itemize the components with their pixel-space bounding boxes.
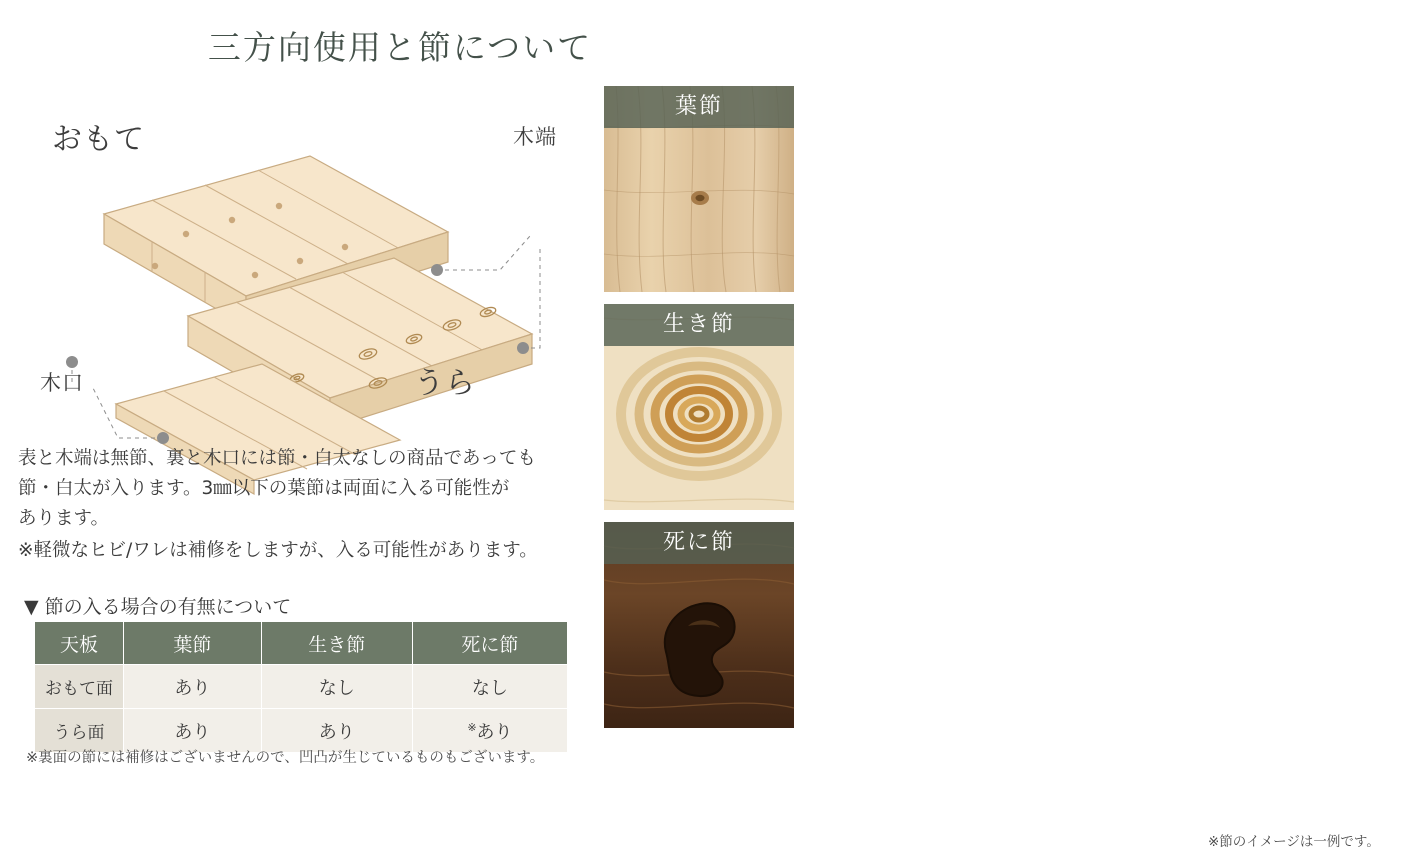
description-line-1: 表と木端は無節、裏と木口には節・白太なしの商品であっても <box>18 448 536 469</box>
left-column <box>0 86 600 799</box>
photo-column <box>604 86 1380 850</box>
cell-ura-shinibushi-mark: ※ <box>467 720 477 734</box>
label-omote: おもて <box>52 122 145 157</box>
cell-omote-ikibushi: なし <box>261 665 412 709</box>
page-title: 三方向使用と節について <box>207 28 593 67</box>
table-col-shinibushi: 死に節 <box>412 622 567 665</box>
iki-bushi-photo <box>604 304 794 510</box>
label-ura: うら <box>414 366 476 401</box>
table-col-habushi: 葉節 <box>124 622 262 665</box>
table-heading: ▼ 節の入る場合の有無について <box>24 596 292 618</box>
cell-omote-habushi: あり <box>124 665 262 709</box>
photo-note: ※節のイメージは一例です。 <box>1208 834 1380 850</box>
description-line-3: あります。 <box>18 507 110 529</box>
cell-ura-shinibushi-text: あり <box>476 721 513 743</box>
iki-bushi-caption: 生き節 <box>604 304 794 346</box>
cell-omote-shinibushi: なし <box>412 665 567 709</box>
description-paragraph <box>18 444 588 566</box>
cell-ura-ikibushi: あり <box>261 709 412 753</box>
label-kobashi: 木端 <box>513 125 557 149</box>
ha-bushi-photo <box>604 86 794 292</box>
table-header-row <box>35 622 568 665</box>
table-row <box>35 665 568 709</box>
cell-ura-habushi: あり <box>124 709 262 753</box>
shini-bushi-photo <box>604 522 794 728</box>
label-koguchi: 木口 <box>40 371 84 395</box>
knot-table <box>34 621 568 753</box>
description-line-2: 節・白太が入ります。3㎜以下の葉節は両面に入る可能性が <box>18 477 510 499</box>
table-footnote: ※裏面の節には補修はございませんので、凹凸が生じているものもございます。 <box>26 750 545 766</box>
table-col-ikibushi: 生き節 <box>261 622 412 665</box>
shini-bushi-caption: 死に節 <box>604 522 794 564</box>
row-head-ura: うら面 <box>35 709 124 753</box>
ha-bushi-caption: 葉節 <box>604 86 794 128</box>
row-head-omote: おもて面 <box>35 665 124 709</box>
description-note: ※軽微なヒビ/ワレは補修をしますが、入る可能性があります。 <box>18 539 538 561</box>
board-illustration <box>0 86 600 436</box>
table-col-tenban: 天板 <box>35 622 124 665</box>
